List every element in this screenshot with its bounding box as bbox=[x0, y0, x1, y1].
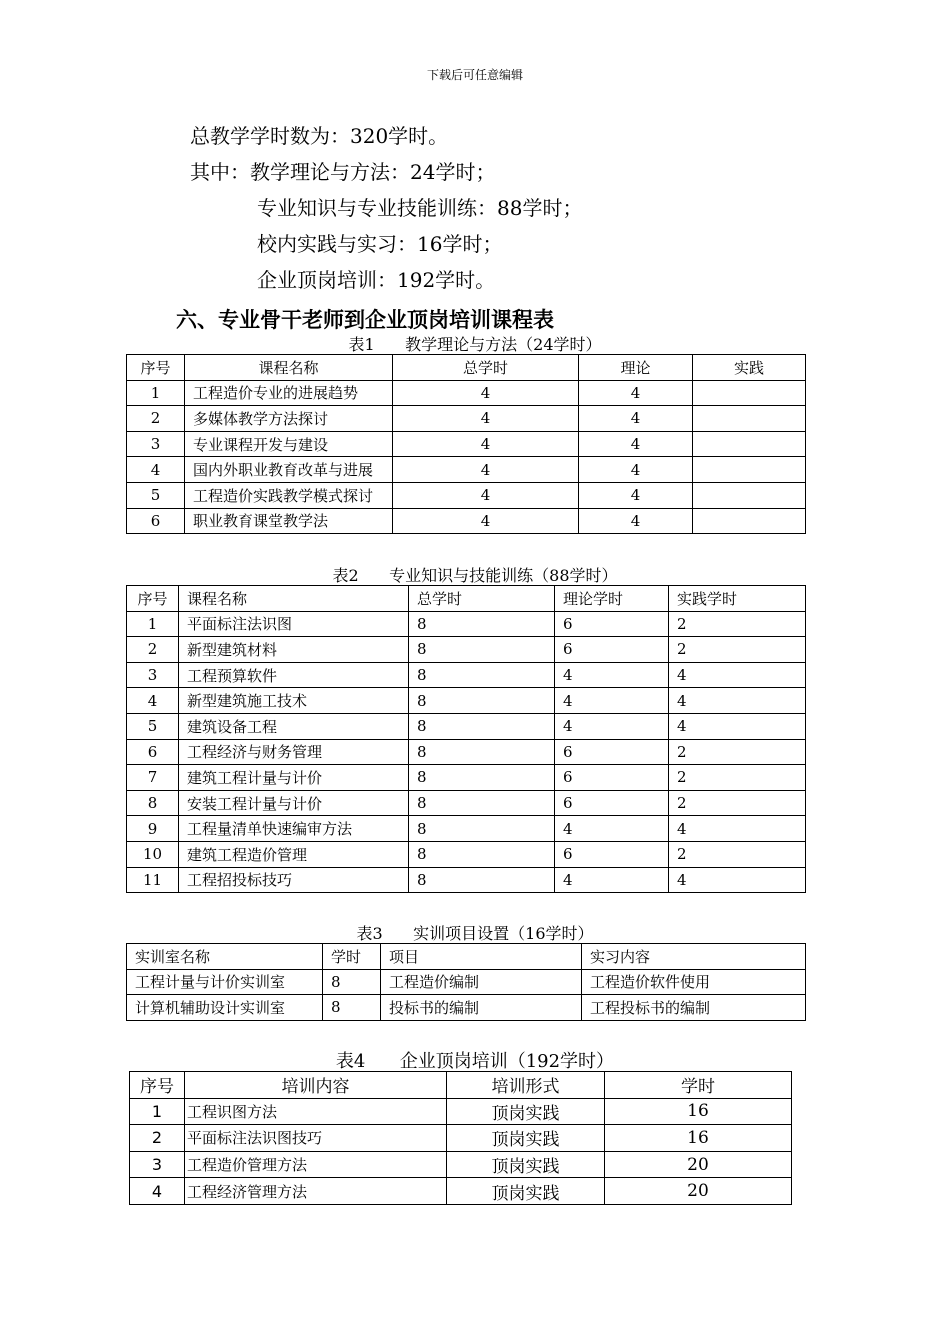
table1-header-cell: 总学时 bbox=[393, 355, 579, 381]
table2-header-cell: 实践学时 bbox=[669, 586, 806, 612]
table4-header-cell: 学时 bbox=[605, 1072, 792, 1099]
table1-cell: 4 bbox=[579, 457, 693, 483]
table2-cell: 安装工程计量与计价 bbox=[179, 790, 409, 816]
table2-cell: 工程预算软件 bbox=[179, 662, 409, 688]
table2-cell: 8 bbox=[409, 816, 555, 842]
table2-cell: 4 bbox=[669, 688, 806, 714]
total-hours-line: 总教学学时数为：320学时。 bbox=[190, 124, 449, 148]
table2-cell: 5 bbox=[127, 713, 179, 739]
table1-cell: 1 bbox=[127, 380, 185, 406]
table2-cell: 7 bbox=[127, 765, 179, 791]
table2-row bbox=[127, 662, 806, 688]
table3 bbox=[126, 943, 806, 1021]
table4-cell: 平面标注法识图技巧 bbox=[185, 1125, 447, 1152]
table4-cell: 16 bbox=[605, 1125, 792, 1152]
table1-cell: 4 bbox=[393, 457, 579, 483]
table4-cell: 工程识图方法 bbox=[185, 1098, 447, 1125]
table1-row bbox=[127, 508, 806, 534]
table4-row bbox=[130, 1178, 792, 1205]
table4-cell: 2 bbox=[130, 1125, 185, 1152]
table1-cell: 国内外职业教育改革与进展 bbox=[185, 457, 393, 483]
table2-cell: 4 bbox=[555, 816, 669, 842]
table2-cell: 4 bbox=[555, 867, 669, 893]
table1-cell: 工程造价专业的进展趋势 bbox=[185, 380, 393, 406]
table2-cell: 6 bbox=[555, 739, 669, 765]
table4-cell: 4 bbox=[130, 1178, 185, 1205]
table1-cell: 4 bbox=[393, 380, 579, 406]
table1-row bbox=[127, 406, 806, 432]
table2-cell: 建筑工程计量与计价 bbox=[179, 765, 409, 791]
table1-header-cell: 理论 bbox=[579, 355, 693, 381]
table4-row bbox=[130, 1098, 792, 1125]
table2-cell: 8 bbox=[409, 765, 555, 791]
table2-cell: 2 bbox=[669, 765, 806, 791]
table2-row bbox=[127, 790, 806, 816]
table2-cell: 8 bbox=[409, 739, 555, 765]
table2-cell: 6 bbox=[555, 611, 669, 637]
table2-cell: 8 bbox=[409, 688, 555, 714]
table2-cell: 2 bbox=[669, 739, 806, 765]
table2-cell: 2 bbox=[669, 637, 806, 663]
table2-cell: 4 bbox=[555, 713, 669, 739]
table2-row bbox=[127, 637, 806, 663]
table1-header-cell: 课程名称 bbox=[185, 355, 393, 381]
table3-cell: 工程造价软件使用 bbox=[582, 969, 806, 995]
table2-cell: 8 bbox=[127, 790, 179, 816]
table4-cell: 3 bbox=[130, 1151, 185, 1178]
table2-cell: 10 bbox=[127, 841, 179, 867]
table1-cell: 4 bbox=[393, 482, 579, 508]
table1-cell bbox=[693, 508, 806, 534]
breakdown-line-3: 校内实践与实习：16学时； bbox=[257, 232, 503, 256]
table3-header-cell: 实习内容 bbox=[582, 944, 806, 970]
table4-cell: 顶岗实践 bbox=[447, 1098, 605, 1125]
table1-cell: 5 bbox=[127, 482, 185, 508]
table3-cell: 8 bbox=[323, 995, 381, 1021]
table4-cell: 工程经济管理方法 bbox=[185, 1178, 447, 1205]
table3-header-cell: 学时 bbox=[323, 944, 381, 970]
table2-cell: 8 bbox=[409, 713, 555, 739]
table4-cell: 顶岗实践 bbox=[447, 1151, 605, 1178]
table1-cell bbox=[693, 457, 806, 483]
table2-caption: 表2 专业知识与技能训练（88学时） bbox=[332, 566, 618, 585]
table3-header-cell: 项目 bbox=[381, 944, 582, 970]
table2-cell: 2 bbox=[127, 637, 179, 663]
table2-cell: 4 bbox=[669, 867, 806, 893]
table4-header-cell: 培训形式 bbox=[447, 1072, 605, 1099]
table2-cell: 6 bbox=[555, 790, 669, 816]
table4-cell: 顶岗实践 bbox=[447, 1125, 605, 1152]
table1-cell: 4 bbox=[393, 431, 579, 457]
section-title: 六、专业骨干老师到企业顶岗培训课程表 bbox=[176, 308, 554, 332]
table2-header-cell: 理论学时 bbox=[555, 586, 669, 612]
table3-cell: 计算机辅助设计实训室 bbox=[127, 995, 323, 1021]
table4-row bbox=[130, 1125, 792, 1152]
table1-header-cell: 序号 bbox=[127, 355, 185, 381]
table4-cell: 工程造价管理方法 bbox=[185, 1151, 447, 1178]
table2-header-cell: 序号 bbox=[127, 586, 179, 612]
table3-cell: 工程投标书的编制 bbox=[582, 995, 806, 1021]
table2-cell: 建筑设备工程 bbox=[179, 713, 409, 739]
table2-cell: 4 bbox=[555, 662, 669, 688]
table2-cell: 4 bbox=[669, 662, 806, 688]
table2-cell: 6 bbox=[127, 739, 179, 765]
table1-cell bbox=[693, 380, 806, 406]
table2-row bbox=[127, 867, 806, 893]
table2-row bbox=[127, 739, 806, 765]
table2-row bbox=[127, 611, 806, 637]
table2-cell: 建筑工程造价管理 bbox=[179, 841, 409, 867]
table1-cell: 4 bbox=[579, 406, 693, 432]
table2-header-cell: 课程名称 bbox=[179, 586, 409, 612]
table2-row bbox=[127, 765, 806, 791]
breakdown-line-4: 企业顶岗培训：192学时。 bbox=[257, 268, 496, 292]
table2-cell: 8 bbox=[409, 637, 555, 663]
table2-cell: 6 bbox=[555, 637, 669, 663]
table2-cell: 8 bbox=[409, 841, 555, 867]
table1-cell: 职业教育课堂教学法 bbox=[185, 508, 393, 534]
table3-row bbox=[127, 969, 806, 995]
table4-cell: 20 bbox=[605, 1178, 792, 1205]
table1-row bbox=[127, 482, 806, 508]
table2-cell: 2 bbox=[669, 841, 806, 867]
table2-cell: 平面标注法识图 bbox=[179, 611, 409, 637]
table4-cell: 顶岗实践 bbox=[447, 1178, 605, 1205]
breakdown-line-1: 其中：教学理论与方法：24学时； bbox=[190, 160, 496, 184]
table1-cell: 4 bbox=[579, 482, 693, 508]
table2-cell: 2 bbox=[669, 611, 806, 637]
table2-cell: 8 bbox=[409, 662, 555, 688]
table1-cell: 工程造价实践教学模式探讨 bbox=[185, 482, 393, 508]
table2-cell: 8 bbox=[409, 867, 555, 893]
table1-cell: 专业课程开发与建设 bbox=[185, 431, 393, 457]
table3-cell: 8 bbox=[323, 969, 381, 995]
table3-caption: 表3 实训项目设置（16学时） bbox=[356, 924, 594, 943]
table2-cell: 4 bbox=[127, 688, 179, 714]
table2-row bbox=[127, 841, 806, 867]
table2-row bbox=[127, 688, 806, 714]
table2-cell: 6 bbox=[555, 765, 669, 791]
table3-cell: 工程计量与计价实训室 bbox=[127, 969, 323, 995]
table1-cell bbox=[693, 482, 806, 508]
table1-row bbox=[127, 431, 806, 457]
table3-cell: 工程造价编制 bbox=[381, 969, 582, 995]
table1-cell: 3 bbox=[127, 431, 185, 457]
table2-row bbox=[127, 816, 806, 842]
table2-cell: 8 bbox=[409, 790, 555, 816]
table2-cell: 新型建筑施工技术 bbox=[179, 688, 409, 714]
table1-cell: 4 bbox=[579, 380, 693, 406]
table3-row bbox=[127, 995, 806, 1021]
table1-caption: 表1 教学理论与方法（24学时） bbox=[348, 335, 602, 354]
breakdown-line-2: 专业知识与专业技能训练：88学时； bbox=[257, 196, 583, 220]
table1-row bbox=[127, 380, 806, 406]
table1-header-cell: 实践 bbox=[693, 355, 806, 381]
table2-cell: 6 bbox=[555, 841, 669, 867]
table1-cell: 2 bbox=[127, 406, 185, 432]
table1-header-row bbox=[127, 355, 806, 381]
table2-cell: 8 bbox=[409, 611, 555, 637]
table1-row bbox=[127, 457, 806, 483]
table2 bbox=[126, 585, 806, 893]
table1-cell: 4 bbox=[127, 457, 185, 483]
table2-cell: 新型建筑材料 bbox=[179, 637, 409, 663]
table4-caption: 表4 企业顶岗培训（192学时） bbox=[335, 1051, 615, 1072]
table2-cell: 工程经济与财务管理 bbox=[179, 739, 409, 765]
table3-cell: 投标书的编制 bbox=[381, 995, 582, 1021]
table2-cell: 9 bbox=[127, 816, 179, 842]
table2-row bbox=[127, 713, 806, 739]
page-header: 下载后可任意编辑 bbox=[426, 68, 523, 82]
table1-cell: 4 bbox=[393, 406, 579, 432]
table3-header-row bbox=[127, 944, 806, 970]
table2-cell: 4 bbox=[669, 713, 806, 739]
table4 bbox=[129, 1071, 792, 1205]
table1-cell bbox=[693, 431, 806, 457]
table2-cell: 4 bbox=[555, 688, 669, 714]
table1-cell: 多媒体教学方法探讨 bbox=[185, 406, 393, 432]
table1-cell: 4 bbox=[393, 508, 579, 534]
table4-header-cell: 培训内容 bbox=[185, 1072, 447, 1099]
table1-cell: 4 bbox=[579, 431, 693, 457]
table2-header-row bbox=[127, 586, 806, 612]
table1-cell: 6 bbox=[127, 508, 185, 534]
table1-cell: 4 bbox=[579, 508, 693, 534]
table2-cell: 工程招投标技巧 bbox=[179, 867, 409, 893]
table2-cell: 3 bbox=[127, 662, 179, 688]
table3-header-cell: 实训室名称 bbox=[127, 944, 323, 970]
table4-row bbox=[130, 1151, 792, 1178]
table2-header-cell: 总学时 bbox=[409, 586, 555, 612]
table2-cell: 2 bbox=[669, 790, 806, 816]
table2-cell: 11 bbox=[127, 867, 179, 893]
table1-cell bbox=[693, 406, 806, 432]
table4-cell: 20 bbox=[605, 1151, 792, 1178]
table2-cell: 工程量清单快速编审方法 bbox=[179, 816, 409, 842]
table2-cell: 1 bbox=[127, 611, 179, 637]
table4-cell: 16 bbox=[605, 1098, 792, 1125]
table4-header-cell: 序号 bbox=[130, 1072, 185, 1099]
table2-cell: 4 bbox=[669, 816, 806, 842]
table4-header-row bbox=[130, 1072, 792, 1099]
table4-cell: 1 bbox=[130, 1098, 185, 1125]
table1 bbox=[126, 354, 806, 534]
